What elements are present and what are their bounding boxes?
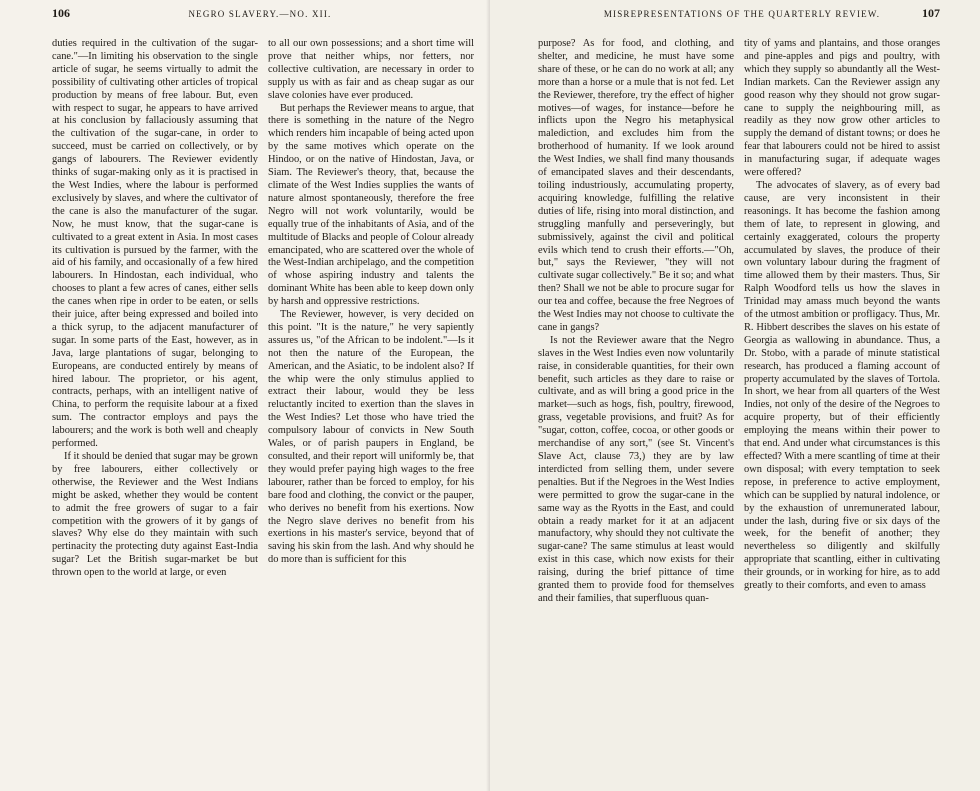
left-column-2 [268,38,474,580]
paragraph: duties required in the cultivation of the sugar-cane."—In limiting his observation to the single article of sugar, he seems virtually to admit the possibility of cultivating other articles of tropical production by means of free labour. But, even with respect to sugar, he appears to have arrived at his conclusion by fallaciously assuming that the cultivation of the sugar-cane, in order to succeed, must be carried on collectively, or by gangs of labourers. The Reviewer evidently thinks of sugar-making only as it is practised in the West Indies, where the labour is performed exclusively by slaves, and where the cultivator of the cane is also the manufacturer of the sugar. Now, he must know, that the sugar-cane is cultivated to a great extent in Asia. In most cases its cultivation is pursued by the farmer, with the aid of his family, and occasionally of a few hired labourers. In Hindostan, each individual, who chooses to plant a few acres of canes, either sells the canes when ripe in order to be eaten, or sells their juice, after being expressed and boiled into a thick syrup, to the adjacent manufacturer of sugar. In some parts of the East, however, as in Java, large plantations of sugar, belonging to Europeans, are conducted entirely by means of hired labour. The proprietor, or his agent, contracts, perhaps, with an intelligent native of China, to perform the requisite labour at a fixed sum. The contractor employs and pays the labourers; and the work is both well and cheaply performed. [52,38,258,450]
left-page-header [52,6,474,26]
paragraph: to all our own possessions; and a short time will prove that neither whips, nor fetters, nor collective cultivation, are necessary in order to supply us with as fair and as cheap sugar as our slave colonies have ever produced. [268,38,474,101]
paragraph: The advocates of slavery, as of every bad cause, are very inconsistent in their reasonings. It has become the fashion among them of late, to represent in glowing, and certainly exaggerated, colours the property accumulated by slaves, the produce of their own voluntary labour during the fragment of time allowed them by their masters. Thus, Sir Ralph Woodford tells us how the slaves in Trinidad may amass much beyond the wants of the utmost ambition or profligacy. Thus, Mr. R. Hibbert describes the slaves on his estate of Georgia as wallowing in abundance. Thus, a Dr. Stobo, with a parade of minute statistical research, has produced a flaming account of property accumulated by the slaves of Tortola. In short, we hear from all quarters of the West Indies, not only of the desire of the Negroes to acquire property, but of their efficiently employing the means within their power to that end. And under what circumstances is this effected? With a mere scantling of time at their own disposal; with every temptation to seek repose, in preference to active employment, which can be supplied by natural indolence, or by the exhaustion of unremunerated labour, under the lash, during five or six days of the week, for the benefit of another; they nevertheless so diligently and skilfully appropriate that scantling, either in cultivating their grounds, or in working for hire, as to add greatly to their comforts, and even to amass [744,179,940,592]
right-columns [538,38,940,606]
right-page [490,0,980,791]
right-page-number: 107 [922,6,940,20]
right-page-header [538,6,940,26]
paragraph: tity of yams and plantains, and those oranges and pine-apples and pigs and poultry, with which they supply so abundantly all the West-Indian markets. Can the Reviewer assign any good reason why they should not grow sugar-cane to supply the neighbouring mill, as readily as they now grow other articles to supply the demand of distant towns; or does he fear that labourers could not be hired to assist in manufacturing sugar, if adequate wages were offered? [744,38,940,179]
paragraph: If it should be denied that sugar may be grown by free labourers, either collectively or otherwise, the Reviewer and the West Indians might be asked, whether they would be content to admit the free growers of sugar to a fair competition with the growers of it by gangs of slaves? Why else do they maintain with such pertinacity the protecting duty against East-India sugar? Let the British sugar-market be but thrown open to the world at large, or even [52,451,258,579]
left-columns [52,38,490,580]
paragraph: Is not the Reviewer aware that the Negro slaves in the West Indies even now voluntarily raise, in considerable quantities, for their own benefit, such articles as they dare to raise or cultivate, and as will bring a good price in the market—such as hogs, fish, poultry, firewood, grass, vegetable provisions, and fruit? As for "sugar, cotton, coffee, cocoa, or other goods or merchandise of any sort," (see St. Vincent's Slave Act, clause 73,) they are by law interdicted from selling them, under severe penalties. But if the Negroes in the West Indies were permitted to grow the sugar-cane in the same way as the Ryotts in the East, and could obtain a ready market for it at an adjacent manufactory, why should they not cultivate the sugar-cane? The same stimulus at least would exist in this case, which now exists for their raising, during the brief pittance of time granted them to provide food for themselves and their families, that superfluous quan- [538,334,734,604]
right-running-head: MISREPRESENTATIONS OF THE QUARTERLY REVIEW. [603,9,881,19]
left-column-1 [52,38,258,580]
right-column-1 [538,38,734,606]
left-page-number: 106 [52,6,70,20]
paragraph: purpose? As for food, and clothing, and shelter, and medicine, he must have some share of these, or he can do no work at all; any more than a horse or a mule that is not fed. Let the Reviewer, therefore, try the effect of higher motives—of wages, for instance—before he inflicts upon the Negro his metaphysical malediction, and excludes him from the brotherhood of humanity. If we look around the West Indies, we shall find many thousands of emancipated slaves and their descendants, toiling industriously, accumulating property, acquiring knowledge, fulfilling the relative duties of life, rising into moral distinction, and struggling manfully and perseveringly, but submissively, against the civil and political evils which tend to crush their efforts.—"Oh, but," says the Reviewer, "they will not cultivate sugar collectively." Be it so; and what then? Shall we not be able to procure sugar for our tea and coffee, because the free Negroes of the West Indies may not choose to cultivate the cane in gangs? [538,38,734,333]
right-column-2 [744,38,940,606]
paragraph: But perhaps the Reviewer means to argue, that there is something in the nature of the Negro which renders him incapable of being acted upon by the same motives which operate on the Hindoo, or on the native of Hindostan, Java, or Siam. The Reviewer's theory, that, because the climate of the West Indies supplies the wants of nature almost spontaneously, therefore the free Negro will not work voluntarily, would be equally true of the inhabitants of Asia, and of the multitude of Blacks and people of Colour already emancipated, who are scattered over the whole of the West-Indian archipelago, and the competition of whose aspiring industry and talents the dominant White has been able to keep down only by harsh and oppressive restrictions. [268,102,474,308]
paragraph: The Reviewer, however, is very decided on this point. "It is the nature," he very sapiently assures us, "of the African to be indolent."—Is it not then the nature of the European, the American, and the Asiatic, to be indolent also? If the whip were the only stimulus applied to extract their labour, would they be less reluctantly incited to exertion than the slaves in the West Indies? Let those who have tried the compulsory labour of convicts in New South Wales, or of parish paupers in England, be consulted, and their report will uniformly be, that they would prefer paying high wages to the free labourer, rather than be forced to employ, for his bare food and clothing, the convict or the pauper, who derives no benefit from his exertions. Now the Negro slave derives no benefit from his exertions in his master's service, beyond that of saving his skin from the lash. And why should he do more than is sufficient for this [268,309,474,566]
left-running-head: NEGRO SLAVERY.—NO. XII. [188,9,332,19]
